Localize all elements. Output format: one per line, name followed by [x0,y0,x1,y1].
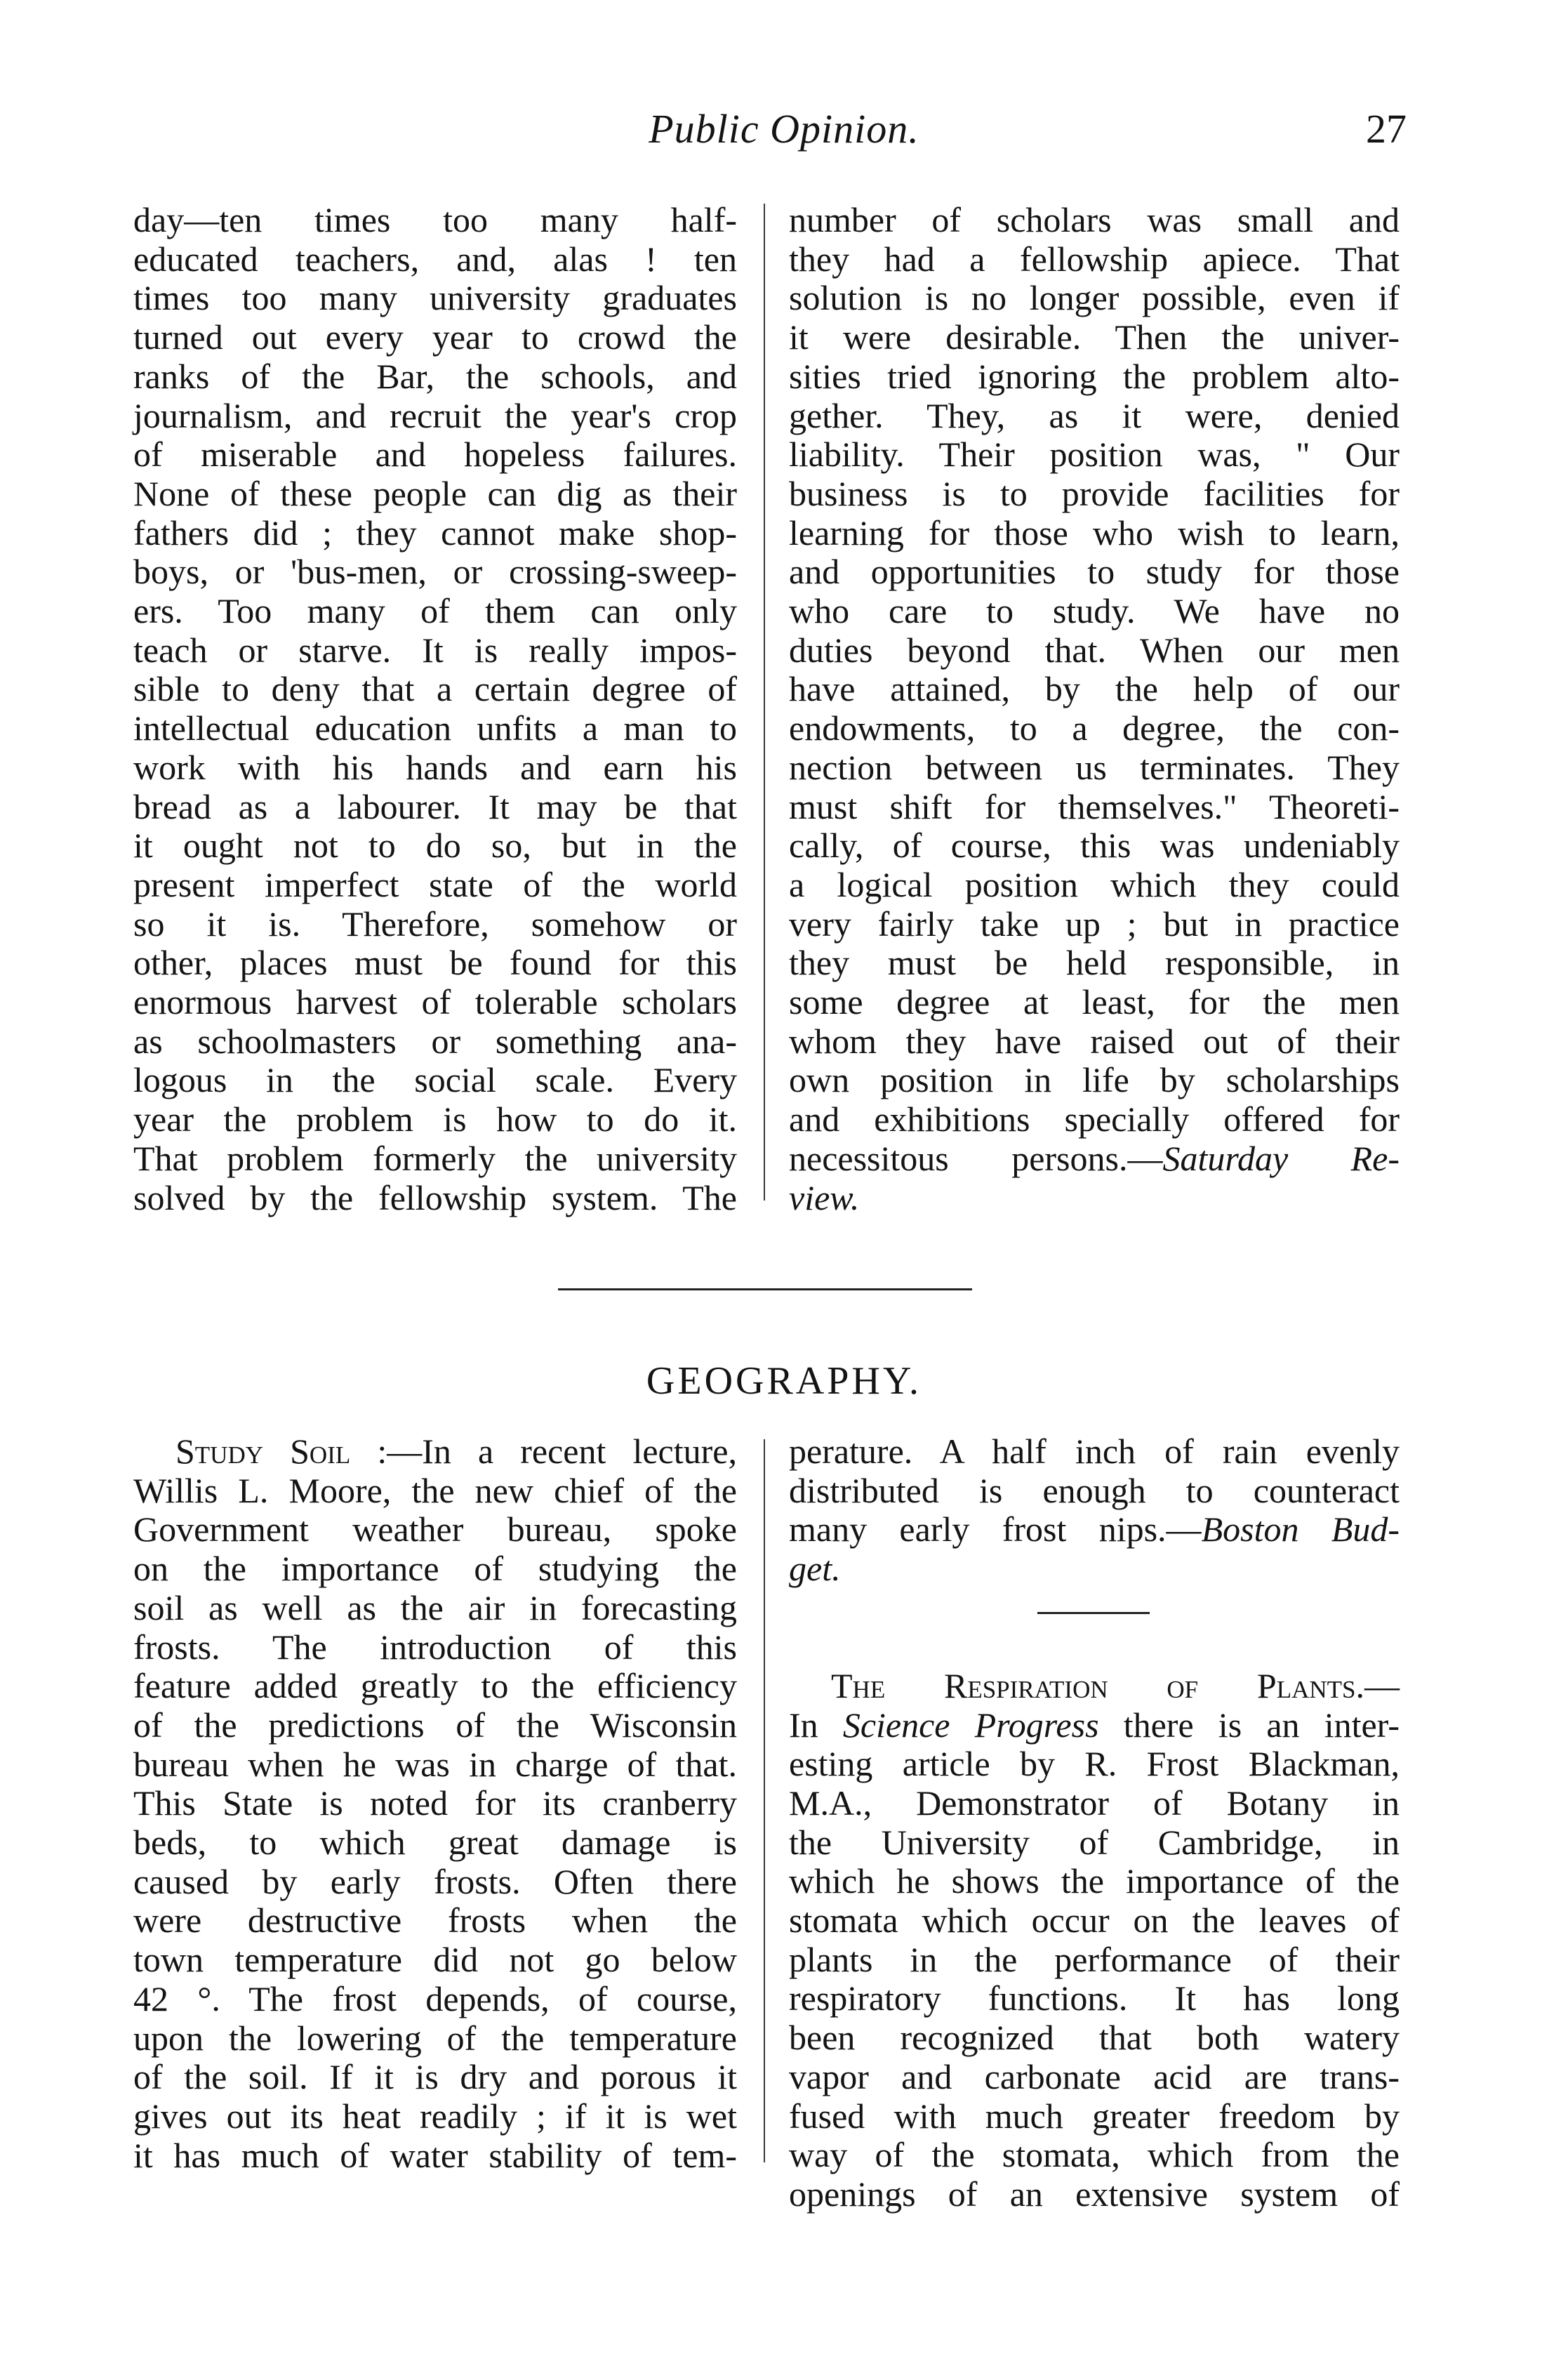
page-number: 27 [1366,106,1407,152]
text-line: journalism, and recruit the year's crop [133,395,737,435]
respiration-line-2 [789,1706,1400,1745]
text-line: and exhibitions specially offered for [789,1099,1400,1139]
citation-prefix: necessitous persons.— [789,1138,1163,1178]
text-line: educated teachers, and, alas ! ten [133,239,737,279]
boston-budget-final-line [789,1549,1400,1589]
text-line: it ought not to do so, but in the [133,826,737,866]
respiration-line2-rest: there is an inter- [1098,1705,1400,1745]
citation-source-end: view. [789,1177,860,1217]
text-line: fused with much greater freedom by [789,2096,1400,2136]
text-line: teach or starve. It is really impos- [133,630,737,670]
text-line: must shift for themselves." Theoreti- [789,786,1400,826]
text-line: on the importance of studying the [133,1549,737,1589]
text-line: openings of an extensive system of [789,2174,1400,2214]
citation-prefix-2: many early frost nips.— [789,1509,1202,1549]
text-line: whom they have raised out of their [789,1021,1400,1061]
text-line: of the predictions of the Wisconsin [133,1705,737,1745]
text-line: solved by the fellowship system. The [133,1177,737,1217]
text-line: year the problem is how to do it. [133,1099,737,1139]
citation-source-2-end: get. [789,1549,841,1589]
text-line: a logical position which they could [789,864,1400,904]
text-line: plants in the performance of their [789,1939,1400,1979]
text-line: enormous harvest of tolerable scholars [133,982,737,1022]
respiration-lead-line [789,1667,1400,1706]
text-line: turned out every year to crowd the [133,317,737,357]
text-line: duties beyond that. When our men [789,630,1400,670]
text-line: it were desirable. Then the univer- [789,317,1400,357]
article-separator-rule [1037,1612,1150,1614]
text-line: the University of Cambridge, in [789,1822,1400,1862]
section-divider-rule [558,1288,972,1290]
text-line: boys, or 'bus-men, or crossing-sweep- [133,552,737,592]
text-line: frosts. The introduction of this [133,1627,737,1667]
text-line: beds, to which great damage is [133,1823,737,1863]
column-divider-bottom [764,1439,765,2162]
top-right-lines [789,201,1400,1139]
text-line: feature added greatly to the efficiency [133,1666,737,1706]
text-line: endowments, to a degree, the con- [789,708,1400,748]
top-right-final-line [789,1179,1400,1218]
boston-budget-citation-line [789,1510,1400,1549]
citation-source-2: Boston Bud- [1201,1509,1400,1549]
text-line: respiratory functions. It has long [789,1978,1400,2018]
text-line: they had a fellowship apiece. That [789,239,1400,279]
section-heading: GEOGRAPHY. [646,1359,922,1403]
respiration-dash: .— [1355,1665,1400,1705]
top-right-citation-line [789,1139,1400,1179]
top-left-column [133,201,737,1217]
study-soil-continuation [789,1432,1400,1589]
citation-source: Saturday Re- [1162,1138,1400,1178]
text-line: ers. Too many of them can only [133,591,737,631]
study-soil-title: Study Soil [175,1432,351,1471]
respiration-title: The Respiration of Plants [831,1665,1356,1705]
text-line: it has much of water stability of tem- [133,2135,737,2175]
text-line: upon the lowering of the temperature [133,2018,737,2058]
text-line: business is to provide facilities for [789,473,1400,513]
text-line: solution is no longer possible, even if [789,278,1400,318]
study-soil-paragraph [133,1432,737,2175]
science-progress-title: Science Progress [842,1705,1099,1745]
text-line: vapor and carbonate acid are trans- [789,2056,1400,2096]
text-line: Government weather bureau, spoke [133,1509,737,1549]
text-line: intellectual education unfits a man to [133,708,737,748]
text-line: have attained, by the help of our [789,669,1400,709]
text-line: This State is noted for its cranberry [133,1783,737,1823]
respiration-line2-prefix: In [789,1705,843,1745]
text-line: as schoolmasters or something ana- [133,1021,737,1061]
text-line: number of scholars was small and [789,200,1400,239]
text-line: day—ten times too many half- [133,200,737,239]
running-title: Public Opinion. [649,106,919,152]
text-line: caused by early frosts. Often there [133,1861,737,1901]
text-line: work with his hands and earn his [133,747,737,787]
text-line: times too many university graduates [133,278,737,318]
text-line: bureau when he was in charge of that. [133,1744,737,1784]
study-soil-lead-text: :—In a recent lecture, [350,1432,737,1471]
column-divider-top [764,204,765,1201]
text-line: M.A., Demonstrator of Botany in [789,1783,1400,1823]
top-right-paragraph [789,201,1400,1217]
text-line: None of these people can dig as their [133,473,737,513]
text-line: very fairly take up ; but in practice [789,904,1400,944]
text-line: so it is. Therefore, somehow or [133,904,737,944]
text-line: of the soil. If it is dry and porous it [133,2057,737,2097]
text-line: sities tried ignoring the problem alto- [789,356,1400,396]
text-line: who care to study. We have no [789,591,1400,631]
respiration-paragraph [789,1667,1400,2214]
text-line: sible to deny that a certain degree of [133,669,737,709]
text-line: way of the stomata, which from the [789,2135,1400,2175]
bottom-left-column [133,1432,737,2175]
study-soil-lead-line [133,1432,737,1472]
text-line: perature. A half inch of rain evenly [789,1432,1400,1471]
top-left-paragraph [133,201,737,1217]
text-line: been recognized that both watery [789,2018,1400,2058]
text-line: some degree at least, for the men [789,982,1400,1022]
text-line: esting article by R. Frost Blackman, [789,1744,1400,1784]
respiration-lines [789,1745,1400,2214]
text-line: gives out its heat readily ; if it is wet [133,2096,737,2136]
text-line: own position in life by scholarships [789,1060,1400,1100]
top-right-column [789,201,1400,1217]
text-line: ranks of the Bar, the schools, and [133,356,737,396]
text-line: and opportunities to study for those [789,552,1400,592]
text-line: which he shows the importance of the [789,1861,1400,1901]
text-line: distributed is enough to counteract [789,1470,1400,1510]
text-line: other, places must be found for this [133,943,737,983]
text-line: bread as a labourer. It may be that [133,786,737,826]
text-line: were destructive frosts when the [133,1901,737,1941]
text-line: cally, of course, this was undeniably [789,826,1400,866]
text-line: liability. Their position was, " Our [789,435,1400,475]
study-soil-continuation-lines [789,1432,1400,1510]
text-line: gether. They, as it were, denied [789,395,1400,435]
spacer [789,1589,1400,1667]
text-line: Willis L. Moore, the new chief of the [133,1470,737,1510]
text-line: soil as well as the air in forecasting [133,1587,737,1627]
study-soil-lines [133,1472,737,2176]
text-line: logous in the social scale. Every [133,1060,737,1100]
text-line: nection between us terminates. They [789,747,1400,787]
text-line: fathers did ; they cannot make shop- [133,513,737,553]
text-line: stomata which occur on the leaves of [789,1901,1400,1941]
text-line: 42 °. The frost depends, of course, [133,1978,737,2018]
text-line: of miserable and hopeless failures. [133,435,737,475]
bottom-right-column [789,1432,1400,2214]
text-line: present imperfect state of the world [133,864,737,904]
text-line: they must be held responsible, in [789,943,1400,983]
text-line: learning for those who wish to learn, [789,513,1400,553]
text-line: town temperature did not go below [133,1940,737,1980]
text-line: That problem formerly the university [133,1138,737,1178]
